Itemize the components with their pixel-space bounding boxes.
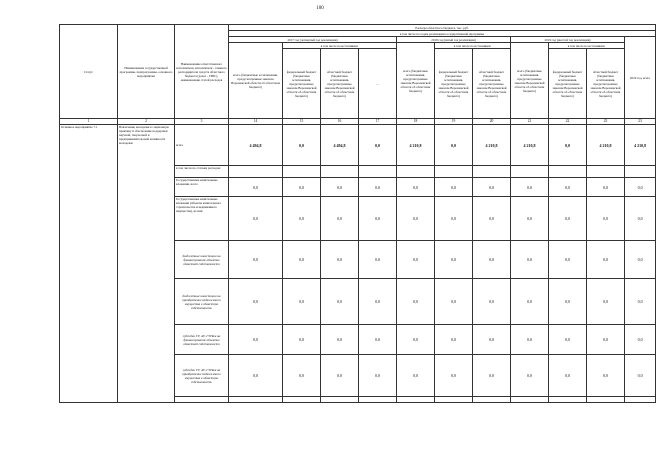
page-number: 100 bbox=[316, 6, 324, 11]
header-expenses: Расходы областного бюджета, тыс. руб. bbox=[229, 25, 656, 31]
value-cell: 0,0 bbox=[549, 241, 587, 279]
value-cell: 0,0 bbox=[625, 178, 656, 197]
value-cell: 0,0 bbox=[229, 279, 283, 325]
value-cell: 0,0 bbox=[435, 125, 473, 166]
value-cell: 0,0 bbox=[473, 178, 511, 197]
value-cell: 0,0 bbox=[435, 355, 473, 397]
header-regional-2018: областной бюджет (бюджетные ассигнования, предусмотренные законом Воронежской области об областном бюджете) bbox=[473, 49, 511, 119]
col-num: 15 bbox=[283, 119, 321, 125]
value-cell: 0,0 bbox=[397, 241, 435, 279]
value-cell: 0,0 bbox=[359, 125, 397, 166]
header-year-2019: 2019 год (шестой год реализации) bbox=[511, 37, 625, 43]
value-cell: 0,0 bbox=[359, 355, 397, 397]
header-federal-2018: федеральный бюджет (бюджетные ассигнования, предусмотренные законом Воронежской области об областном бюджете) bbox=[435, 49, 473, 119]
value-cell: 0,0 bbox=[625, 355, 656, 397]
value-cell: 0,0 bbox=[359, 178, 397, 197]
value-cell: 0,0 bbox=[229, 355, 283, 397]
value-cell: 0,0 bbox=[435, 325, 473, 355]
header-year-2018: 2018 год (пятый год реализации) bbox=[397, 37, 511, 43]
value-cell: 0,0 bbox=[359, 241, 397, 279]
value-cell: 4 210,8 bbox=[397, 125, 435, 166]
row-label: всего bbox=[175, 125, 229, 166]
value-cell: 0,0 bbox=[549, 355, 587, 397]
header-by-years: в том числе по годам реализации государственной программы bbox=[229, 31, 656, 37]
header-federal-2017: федеральный бюджет (бюджетные ассигнования, предусмотренные законом Воронежской области об областном бюджете) bbox=[283, 49, 321, 119]
header-extra-2017: ... bbox=[359, 49, 397, 119]
col-num: 19 bbox=[435, 119, 473, 125]
value-cell: 0,0 bbox=[435, 241, 473, 279]
value-cell: 0,0 bbox=[549, 197, 587, 241]
program-cell: Вовлечение молодежи в социальную практику и обеспечение поддержки научной, творческой и предпринимательской активности молодежи bbox=[118, 125, 175, 403]
value-cell: 0,0 bbox=[625, 279, 656, 325]
value-cell: 0,0 bbox=[229, 178, 283, 197]
value-cell: 0,0 bbox=[511, 178, 549, 197]
col-num: 23 bbox=[625, 119, 656, 125]
header-total-2019: всего (бюджетные ассигнования, предусмотренные законом Воронежской области об областном бюджете) bbox=[511, 43, 549, 119]
status-cell: Основное мероприятие 7.1 bbox=[60, 125, 118, 403]
table-row bbox=[60, 125, 656, 166]
header-executor: Наименование ответственного исполнителя, исполнителя - главного распорядителя средств областного бюджета (далее - ГРБС), наименование статей расходов bbox=[175, 25, 229, 119]
header-regional-2017: областной бюджет (бюджетные ассигнования, предусмотренные законом Воронежской области об областном бюджете) bbox=[321, 49, 359, 119]
col-num: 22 bbox=[549, 119, 587, 125]
col-num: 23 bbox=[587, 119, 625, 125]
col-num: 16 bbox=[321, 119, 359, 125]
value-cell: 0,0 bbox=[549, 125, 587, 166]
value-cell: 0,0 bbox=[397, 325, 435, 355]
value-cell: 4 210,8 bbox=[587, 125, 625, 166]
value-cell: 4 210,8 bbox=[473, 125, 511, 166]
value-cell: 0,0 bbox=[511, 279, 549, 325]
value-cell: 4 494,8 bbox=[229, 125, 283, 166]
value-cell: 0,0 bbox=[359, 197, 397, 241]
value-cell: 0,0 bbox=[397, 279, 435, 325]
value-cell: 0,0 bbox=[587, 355, 625, 397]
col-num: 2 bbox=[118, 119, 175, 125]
value-cell: 0,0 bbox=[511, 241, 549, 279]
col-num: 3 bbox=[175, 119, 229, 125]
header-federal-2019: федеральный бюджет (бюджетные ассигнования, предусмотренные законом Воронежской области об областном бюджете) bbox=[549, 49, 587, 119]
value-cell: 0,0 bbox=[283, 197, 321, 241]
value-cell: 0,0 bbox=[359, 325, 397, 355]
value-cell: 0,0 bbox=[321, 279, 359, 325]
value-cell: 0,0 bbox=[511, 355, 549, 397]
col-num: 18 bbox=[397, 119, 435, 125]
value-cell: 0,0 bbox=[625, 325, 656, 355]
header-sources-2018: в том числе по источникам: bbox=[435, 43, 511, 49]
value-cell: 0,0 bbox=[359, 279, 397, 325]
header-status: Статус bbox=[60, 25, 118, 119]
row-label: субсидии ГУ, АУ, ГУПам на финансирование объектов областной собственности bbox=[175, 325, 229, 355]
col-num: 14 bbox=[229, 119, 283, 125]
header-sources-2017: в том числе по источникам: bbox=[283, 43, 397, 49]
value-cell: 0,0 bbox=[549, 178, 587, 197]
value-cell: 0,0 bbox=[549, 279, 587, 325]
value-cell: 0,0 bbox=[587, 197, 625, 241]
value-cell: 0,0 bbox=[397, 355, 435, 397]
value-cell: 0,0 bbox=[283, 178, 321, 197]
header-program: Наименование государственной программы, подпрограммы, основного мероприятия bbox=[118, 25, 175, 119]
header-year-2020: 2020 год, всего bbox=[625, 37, 656, 119]
value-cell: 0,0 bbox=[473, 325, 511, 355]
row-label: Государственные капитальные вложения, всего bbox=[175, 178, 229, 197]
row-label: в том числе по статьям расходов: bbox=[175, 166, 229, 178]
budget-table bbox=[59, 24, 656, 403]
col-num: 20 bbox=[473, 119, 511, 125]
value-cell: 0,0 bbox=[473, 355, 511, 397]
value-cell: 0,0 bbox=[321, 241, 359, 279]
row-label: субсидии ГУ, АУ, ГУПам на приобретение недвижимого имущества в областную собственность bbox=[175, 355, 229, 397]
value-cell: 0,0 bbox=[397, 178, 435, 197]
value-cell: 0,0 bbox=[473, 197, 511, 241]
value-cell: 0,0 bbox=[321, 355, 359, 397]
row-label: бюджетные инвестиции на приобретение недвижимого имущества в областную собственность bbox=[175, 279, 229, 325]
value-cell: 0,0 bbox=[511, 197, 549, 241]
value-cell: 0,0 bbox=[229, 197, 283, 241]
value-cell: 0,0 bbox=[587, 241, 625, 279]
row-label: Государственные капитальные вложения (объекты капитального строительства и недвижимого имущества), из них: bbox=[175, 197, 229, 241]
value-cell: 0,0 bbox=[397, 197, 435, 241]
value-cell: 0,0 bbox=[321, 325, 359, 355]
row-label: бюджетные инвестиции на финансирование объектов областной собственности bbox=[175, 241, 229, 279]
value-cell: 0,0 bbox=[473, 279, 511, 325]
col-num: 1 bbox=[60, 119, 118, 125]
col-num: 21 bbox=[511, 119, 549, 125]
value-cell: 0,0 bbox=[321, 178, 359, 197]
header-sources-2019: в том числе по источникам: bbox=[549, 43, 625, 49]
value-cell: 0,0 bbox=[283, 125, 321, 166]
value-cell: 0,0 bbox=[511, 325, 549, 355]
value-cell: 0,0 bbox=[229, 241, 283, 279]
value-cell: 4 494,8 bbox=[321, 125, 359, 166]
header-year-2017: 2017 год (четвертый год реализации) bbox=[229, 37, 397, 43]
value-cell: 0,0 bbox=[321, 197, 359, 241]
value-cell: 0,0 bbox=[229, 325, 283, 355]
header-total-2017: всего (бюджетные ассигнования, предусмотренные законом Воронежской области об областном бюджете) bbox=[229, 43, 283, 119]
value-cell: 0,0 bbox=[283, 355, 321, 397]
header-regional-2019: областной бюджет (бюджетные ассигнования, предусмотренные законом Воронежской области об областном бюджете) bbox=[587, 49, 625, 119]
value-cell: 0,0 bbox=[283, 325, 321, 355]
value-cell: 0,0 bbox=[587, 279, 625, 325]
value-cell: 0,0 bbox=[435, 279, 473, 325]
value-cell: 0,0 bbox=[283, 241, 321, 279]
value-cell: 0,0 bbox=[435, 178, 473, 197]
value-cell: 0,0 bbox=[435, 197, 473, 241]
value-cell: 0,0 bbox=[549, 325, 587, 355]
value-cell: 0,0 bbox=[587, 178, 625, 197]
value-cell: 0,0 bbox=[587, 325, 625, 355]
value-cell: 0,0 bbox=[625, 241, 656, 279]
col-num: 17 bbox=[359, 119, 397, 125]
value-cell: 0,0 bbox=[625, 197, 656, 241]
value-cell: 0,0 bbox=[473, 241, 511, 279]
value-cell: 0,0 bbox=[283, 279, 321, 325]
header-total-2018: всего (бюджетные ассигнования, предусмотренные законом Воронежской области об областном бюджете) bbox=[397, 43, 435, 119]
value-cell: 4 210,8 bbox=[511, 125, 549, 166]
value-cell: 4 210,8 bbox=[625, 125, 656, 166]
